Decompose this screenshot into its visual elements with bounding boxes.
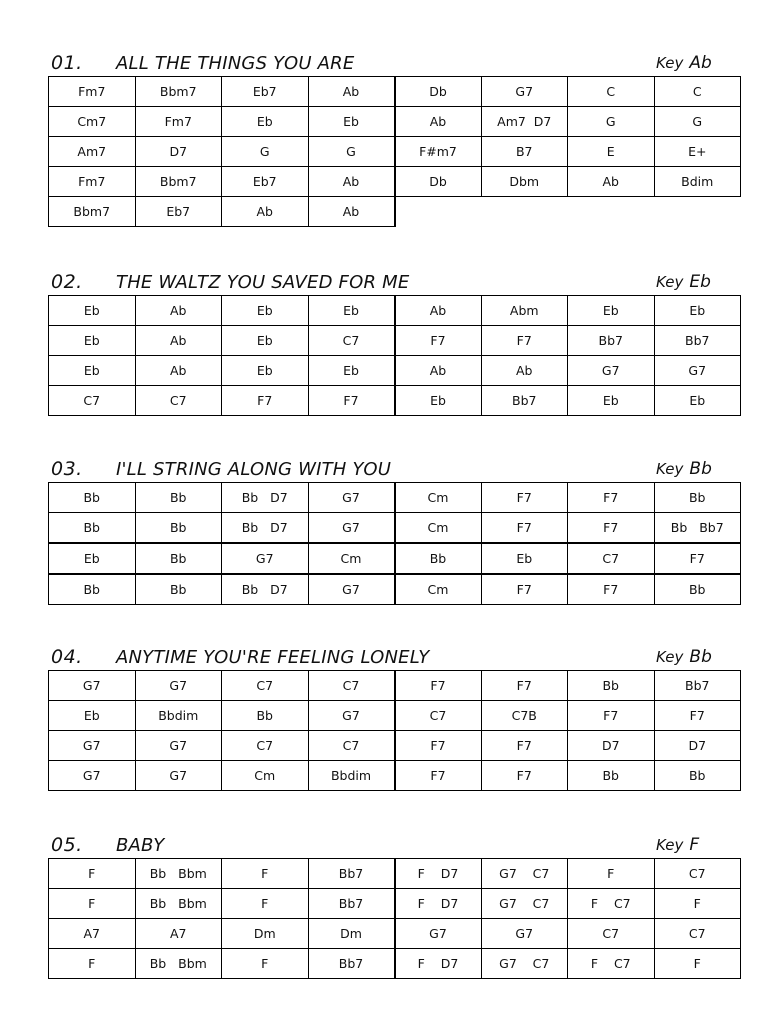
song-title: I'LL STRING ALONG WITH YOU: [116, 459, 392, 480]
chord-cell: G7: [49, 761, 136, 791]
chord-cell: G7: [654, 356, 741, 386]
chord-cell: Ab: [308, 167, 395, 197]
chord-cell: Bb: [568, 761, 655, 791]
chord-cell: Bb: [49, 513, 136, 544]
chord-cell: F7: [568, 483, 655, 513]
chord-cell: E+: [654, 137, 741, 167]
chord-cell: G: [568, 107, 655, 137]
chord-cell: Bb Bbm: [135, 889, 222, 919]
chord-row: [49, 574, 741, 605]
chord-cell: Bb: [135, 513, 222, 544]
chord-cell: Eb: [481, 543, 568, 574]
chord-cell: C7B: [481, 701, 568, 731]
chord-cell: Eb: [654, 296, 741, 326]
chord-cell: C: [654, 77, 741, 107]
chord-cell: G7: [481, 919, 568, 949]
song-03: [48, 458, 741, 605]
chord-cell: Dm: [222, 919, 309, 949]
chord-cell: Bbdim: [308, 761, 395, 791]
song-04: [48, 646, 741, 791]
chord-row: [49, 859, 741, 889]
chord-cell: G: [308, 137, 395, 167]
empty-cell: [395, 197, 482, 227]
chord-row: [49, 386, 741, 416]
chord-cell: Cm: [308, 543, 395, 574]
chord-cell: Ab: [135, 296, 222, 326]
chord-cell: F7: [395, 731, 482, 761]
chord-cell: Eb: [222, 296, 309, 326]
chord-cell: Bb: [49, 483, 136, 513]
chord-cell: F: [49, 889, 136, 919]
chord-cell: C7: [395, 701, 482, 731]
chord-cell: Ab: [135, 356, 222, 386]
chord-cell: F7: [308, 386, 395, 416]
song-number: 04.: [51, 646, 83, 668]
song-header: [48, 646, 741, 670]
chord-cell: F C7: [568, 949, 655, 979]
chord-row: [49, 356, 741, 386]
chord-cell: Bb7: [654, 326, 741, 356]
chord-cell: Eb7: [222, 77, 309, 107]
song-key: [656, 835, 699, 855]
song-key: [656, 647, 712, 667]
chord-cell: A7: [49, 919, 136, 949]
key-label: Key: [656, 273, 684, 291]
chord-cell: Bb: [395, 543, 482, 574]
chord-cell: Eb7: [135, 197, 222, 227]
chord-cell: Eb: [654, 386, 741, 416]
chord-cell: Ab: [395, 356, 482, 386]
key-value: Bb: [689, 459, 712, 479]
chord-cell: F7: [654, 701, 741, 731]
chord-cell: Bb: [135, 574, 222, 605]
chord-cell: Eb: [49, 356, 136, 386]
chord-cell: F: [222, 859, 309, 889]
chord-cell: Ab: [568, 167, 655, 197]
chord-cell: C7: [654, 859, 741, 889]
chord-cell: Bb7: [308, 949, 395, 979]
chord-cell: G7: [481, 77, 568, 107]
chord-cell: Bb: [654, 483, 741, 513]
chord-cell: Ab: [135, 326, 222, 356]
chord-cell: Ab: [395, 296, 482, 326]
chord-row: [49, 107, 741, 137]
chord-cell: Bbm7: [49, 197, 136, 227]
chord-cell: Eb: [49, 701, 136, 731]
song-title: ANYTIME YOU'RE FEELING LONELY: [116, 647, 430, 668]
chord-cell: Bbm7: [135, 77, 222, 107]
chord-cell: E: [568, 137, 655, 167]
chord-cell: F D7: [395, 949, 482, 979]
chord-row: [49, 543, 741, 574]
chord-cell: Eb: [568, 386, 655, 416]
song-key: [656, 459, 712, 479]
chord-cell: Bdim: [654, 167, 741, 197]
chord-cell: Bb7: [654, 671, 741, 701]
chord-cell: F: [568, 859, 655, 889]
chord-cell: D7: [568, 731, 655, 761]
chord-cell: Eb: [308, 107, 395, 137]
chord-row: [49, 483, 741, 513]
chord-cell: C7: [568, 919, 655, 949]
song-title: ALL THE THINGS YOU ARE: [116, 53, 355, 74]
chord-cell: Bb D7: [222, 513, 309, 544]
chord-row: [49, 919, 741, 949]
chord-cell: Bb Bbm: [135, 949, 222, 979]
chord-row: [49, 137, 741, 167]
chord-cell: Db: [395, 77, 482, 107]
chord-cell: Eb: [222, 356, 309, 386]
chord-cell: C7: [135, 386, 222, 416]
song-02: [48, 271, 741, 416]
chord-cell: Ab: [481, 356, 568, 386]
chord-cell: Abm: [481, 296, 568, 326]
chord-cell: Am7: [49, 137, 136, 167]
song-number: 02.: [51, 271, 83, 293]
chord-cell: Ab: [222, 197, 309, 227]
chord-cell: G7: [308, 483, 395, 513]
chord-cell: F: [49, 859, 136, 889]
chord-cell: Bb7: [568, 326, 655, 356]
chord-cell: Bb7: [308, 889, 395, 919]
chord-row: [49, 296, 741, 326]
chord-cell: G7: [308, 513, 395, 544]
chord-row: [49, 701, 741, 731]
chord-cell: Am7 D7: [481, 107, 568, 137]
chord-cell: G7 C7: [481, 889, 568, 919]
song-05: [48, 834, 741, 979]
empty-cell: [568, 197, 655, 227]
chord-cell: Cm: [222, 761, 309, 791]
chord-row: [49, 197, 741, 227]
song-header: [48, 52, 741, 76]
chord-cell: Eb: [568, 296, 655, 326]
chord-cell: G7: [308, 574, 395, 605]
chord-cell: F: [222, 949, 309, 979]
song-title: THE WALTZ YOU SAVED FOR ME: [116, 272, 410, 293]
chord-cell: G7: [395, 919, 482, 949]
chord-cell: Fm7: [49, 77, 136, 107]
key-label: Key: [656, 648, 684, 666]
chord-cell: F C7: [568, 889, 655, 919]
chord-row: [49, 949, 741, 979]
song-01: [48, 52, 741, 227]
song-key: [656, 53, 712, 73]
chord-row: [49, 513, 741, 544]
chord-cell: D7: [135, 137, 222, 167]
chord-cell: Ab: [308, 77, 395, 107]
chord-cell: Ab: [308, 197, 395, 227]
chord-cell: Bb: [654, 761, 741, 791]
chord-cell: G7: [222, 543, 309, 574]
chord-cell: C7: [222, 731, 309, 761]
chord-cell: G: [654, 107, 741, 137]
chord-cell: C: [568, 77, 655, 107]
chord-cell: Bb Bbm: [135, 859, 222, 889]
chord-cell: F7: [481, 671, 568, 701]
chord-grid: [48, 482, 741, 605]
key-label: Key: [656, 836, 684, 854]
chord-cell: Bb: [135, 543, 222, 574]
chord-cell: F7: [481, 326, 568, 356]
key-value: F: [689, 835, 700, 855]
chord-cell: Bb: [654, 574, 741, 605]
chord-cell: Bb: [135, 483, 222, 513]
chord-row: [49, 167, 741, 197]
chord-cell: F: [49, 949, 136, 979]
key-value: Eb: [689, 272, 711, 292]
chord-cell: Bb: [49, 574, 136, 605]
chord-cell: C7: [654, 919, 741, 949]
chord-cell: Cm7: [49, 107, 136, 137]
chord-cell: F7: [654, 543, 741, 574]
chord-cell: Bb7: [481, 386, 568, 416]
chord-cell: F7: [395, 326, 482, 356]
chord-cell: F7: [395, 671, 482, 701]
song-header: [48, 834, 741, 858]
chord-cell: F D7: [395, 859, 482, 889]
chord-cell: Fm7: [49, 167, 136, 197]
chord-cell: F7: [568, 513, 655, 544]
chord-cell: F: [654, 889, 741, 919]
chord-cell: B7: [481, 137, 568, 167]
song-number: 01.: [51, 52, 83, 74]
chord-cell: G7 C7: [481, 949, 568, 979]
chord-cell: F7: [568, 701, 655, 731]
song-header: [48, 458, 741, 482]
chord-cell: F#m7: [395, 137, 482, 167]
chord-cell: F7: [481, 483, 568, 513]
key-value: Bb: [689, 647, 712, 667]
chord-cell: Db: [395, 167, 482, 197]
chord-cell: F D7: [395, 889, 482, 919]
chord-grid: [48, 295, 741, 416]
song-title: BABY: [116, 835, 165, 856]
song-header: [48, 271, 741, 295]
chord-cell: Eb: [49, 326, 136, 356]
chord-cell: Eb: [395, 386, 482, 416]
song-number: 03.: [51, 458, 83, 480]
chord-cell: Dbm: [481, 167, 568, 197]
chord-row: [49, 889, 741, 919]
key-value: Ab: [689, 53, 712, 73]
key-label: Key: [656, 54, 684, 72]
chord-cell: G7: [135, 731, 222, 761]
chord-cell: Cm: [395, 513, 482, 544]
chord-cell: Bbm7: [135, 167, 222, 197]
chord-cell: F: [222, 889, 309, 919]
chord-cell: G7: [135, 761, 222, 791]
chord-cell: C7: [308, 731, 395, 761]
chord-row: [49, 761, 741, 791]
chord-cell: F7: [481, 731, 568, 761]
chord-cell: Eb: [222, 326, 309, 356]
chord-cell: F7: [568, 574, 655, 605]
chord-cell: F7: [481, 513, 568, 544]
chord-cell: Bb: [568, 671, 655, 701]
empty-cell: [481, 197, 568, 227]
chord-cell: F7: [481, 574, 568, 605]
chord-cell: Bb7: [308, 859, 395, 889]
chord-cell: G7: [568, 356, 655, 386]
song-number: 05.: [51, 834, 83, 856]
chord-cell: Ab: [395, 107, 482, 137]
chord-cell: C7: [308, 671, 395, 701]
chord-cell: C7: [222, 671, 309, 701]
chord-cell: G7 C7: [481, 859, 568, 889]
chord-cell: C7: [49, 386, 136, 416]
chord-cell: Bb D7: [222, 483, 309, 513]
chord-grid: [48, 76, 741, 227]
key-label: Key: [656, 460, 684, 478]
chord-grid: [48, 670, 741, 791]
chord-row: [49, 77, 741, 107]
chord-cell: Fm7: [135, 107, 222, 137]
chord-cell: Eb: [49, 296, 136, 326]
chord-row: [49, 671, 741, 701]
chord-cell: Eb: [49, 543, 136, 574]
chord-cell: Eb: [308, 296, 395, 326]
chord-cell: A7: [135, 919, 222, 949]
chord-cell: G: [222, 137, 309, 167]
chord-cell: F7: [395, 761, 482, 791]
chord-cell: G7: [49, 671, 136, 701]
chord-cell: Bb: [222, 701, 309, 731]
chord-grid: [48, 858, 741, 979]
chord-row: [49, 731, 741, 761]
chord-cell: C7: [308, 326, 395, 356]
chord-cell: G7: [49, 731, 136, 761]
chord-cell: Eb7: [222, 167, 309, 197]
chord-cell: F7: [222, 386, 309, 416]
chord-cell: F7: [481, 761, 568, 791]
chord-cell: Cm: [395, 574, 482, 605]
chord-cell: G7: [308, 701, 395, 731]
chord-cell: Dm: [308, 919, 395, 949]
song-key: [656, 272, 711, 292]
chord-cell: Eb: [308, 356, 395, 386]
chord-cell: Bbdim: [135, 701, 222, 731]
empty-cell: [654, 197, 741, 227]
chord-cell: Eb: [222, 107, 309, 137]
chord-cell: G7: [135, 671, 222, 701]
chord-cell: Bb D7: [222, 574, 309, 605]
chord-cell: Cm: [395, 483, 482, 513]
chord-cell: Bb Bb7: [654, 513, 741, 544]
chord-cell: C7: [568, 543, 655, 574]
chord-row: [49, 326, 741, 356]
chord-cell: F: [654, 949, 741, 979]
chord-cell: D7: [654, 731, 741, 761]
